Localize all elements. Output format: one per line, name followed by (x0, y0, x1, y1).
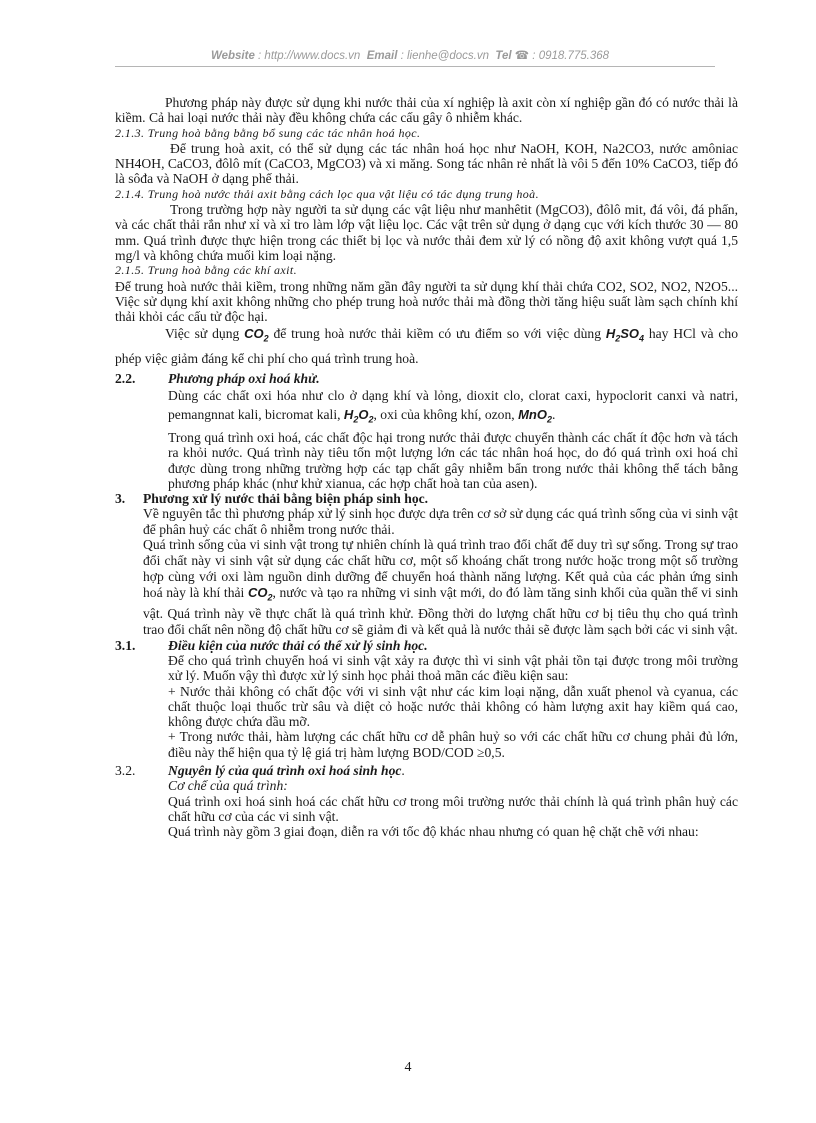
website-label: Website (210, 50, 255, 62)
heading-2-1-3: 2.1.3. Trung hoà bằng bằng bổ sung các tác nhân hoá học. (115, 125, 421, 140)
document-body (115, 95, 738, 839)
section-3 (115, 491, 738, 637)
email-label: Email (366, 50, 398, 62)
heading-2-1-5: 2.1.5. Trung hoà bằng các khí axit. (115, 263, 297, 278)
section-3-number: 3. (115, 491, 126, 507)
h2so4-formula: $H_2SO_4$ (605, 326, 645, 345)
section-3-2-title: Nguyên lý của quá trình oxi hoá sinh học. (168, 762, 405, 778)
paragraph-2-1-5: Để trung hoà nước thải kiềm, trong những năm gần đây người ta sử dụng khí thải chứa CO2, SO2, NO2, N2O5... Việc sử dụng khí axit không những cho phép trung hoà nước thải mà đồng thời tăng hiệu suất làm sạch chính khí thải khỏi các cấu tử độc hại. (115, 278, 738, 325)
section-3-1-para1: Để cho quá trình chuyển hoá vi sinh vật xảy ra được thì vi sinh vật phải tồn tại được trong môi trường xử lý. Muốn vậy thì được xử lý sinh học phải thoả mãn các điều kiện sau: (168, 652, 738, 684)
section-3-1-para2: + Nước thải không có chất độc với vi sinh vật như các kim loại nặng, dẫn xuất phenol và cyanua, các chất thuộc loại thuốc trừ sâu và diệt cỏ hoặc nước thải không có hàm lượng axit hay kiềm quá cao, không được chứa dầu mỡ. (168, 683, 738, 730)
co2-text-c: hay HCl và cho phép việc giảm đáng kể chi phí cho quá trình trung hoà. (115, 326, 738, 367)
page-header (110, 48, 710, 62)
h2o2-formula: $H_2O_2$ (343, 407, 374, 425)
heading-2-1-4: 2.1.4. Trung hoà nước thải axit bằng cách lọc qua vật liệu có tác dụng trung hoà. (115, 186, 539, 201)
co2-formula: $CO_2$ (244, 326, 269, 345)
paragraph-2-1-3: Để trung hoà axit, có thể sử dụng các tác nhân hoá học như NaOH, KOH, Na2CO3, nước amôniac NH4OH, CaCO3, đôlô mít (CaCO3, MgCO3) và xi măng. Song tác nhân rẻ nhất là vôi 5 đến 10% CaCO3, tiếp đó là sôđa và NaOH ở dạng phế thải. (115, 140, 738, 187)
section-3-2-para1: Quá trình oxi hoá sinh hoá các chất hữu cơ trong môi trường nước thải chính là quá trình phân huỷ các chất hữu cơ của các vi sinh vật. (168, 793, 738, 824)
section-3-para1: Về nguyên tắc thì phương pháp xử lý sinh học được dựa trên cơ sở sử dụng các quá trình sống của vi sinh vật để phân huỷ các chất ô nhiễm trong nước thải. (143, 506, 738, 537)
section-2-2-para1: Dùng các chất oxi hóa như clo ở dạng khí và lỏng, dioxit clo, clorat caxi, hypoclorit canxi và natri, pemangnnat kali, bicromat kali, $H_2O_2$, oxi của không khí, ozon, MnO$_2$. (168, 388, 738, 425)
section-3-2 (115, 763, 738, 839)
email-address: : lienhe@docs.vn (400, 50, 489, 62)
section-3-2-para2: Quá trình này gồm 3 giai đoạn, diễn ra với tốc độ khác nhau nhưng có quan hệ chặt chẽ với nhau: (168, 824, 699, 840)
mno2-formula: MnO$_2$ (518, 407, 552, 425)
section-3-1 (115, 638, 738, 760)
section-3-para2: Quá trình sống của vi sinh vật trong tự nhiên chính là quá trình trao đổi chất để duy trì sự sống. Trong sự trao đổi chất này vi sinh vật sử dụng các chất hữu cơ, một số khoáng chất trong nước hoặc trong một số trường hợp cùng với oxi làm nguồn dinh dưỡng để chuyển hoá thành năng lượng. Kết quả của các phản ứng sinh hoá này là khí thải $CO_2$, nước và tạo ra những vi sinh vật mới, do đó làm tăng sinh khối của quần thể vi sinh vật. Quá trình này về thực chất là quá trình khử. Đồng thời do lượng chất hữu cơ bị tiêu thụ cho quá trình trao đổi chất nên nồng độ chất hữu cơ sẽ giảm đi và kết quả là nước thải sẽ được làm sạch bởi các vi sinh vật. (143, 537, 738, 637)
section-2-2 (115, 371, 738, 491)
section-3-1-number: 3.1. (115, 637, 136, 653)
paragraph-2-1-4: Trong trường hợp này người ta sử dụng các vật liệu như manhêtit (MgCO3), đôlô mit, đá vôi, đá phấn, và các chất thải rắn như xỉ và xỉ tro làm lớp vật liệu lọc. Các vật trên sử dụng ở dạng cục với kích thước 30 — 80 mm. Quá trình được thực hiện trong các thiết bị lọc và nước thải đem xử lý có nồng độ axit không vượt quá 1,5 mg/l và không chứa muối kim loại nặng. (115, 202, 738, 263)
section-2-2-number: 2.2. (115, 371, 136, 387)
section-3-2-number: 3.2. (115, 762, 136, 778)
co2-formula-2: $CO_2$ (247, 585, 273, 603)
section-2-2-para2: Trong quá trình oxi hoá, các chất độc hại trong nước thải được chuyển thành các chất ít độc hơn và tách ra khỏi nước. Quá trình này tiêu tốn một lượng lớn các tác nhân hoá học, do đó quá trình oxi hoá chỉ được dùng trong những trường hợp các tạp chất gây nhiễm bẩn trong nước thải không thể tách bằng phương pháp khác (như khử xianua, các hợp chất hoà tan của asen). (168, 429, 738, 491)
co2-text-a: Việc sử dụng (165, 326, 240, 342)
paragraph-intro: Phương pháp này được sử dụng khi nước thải của xí nghiệp là axit còn xí nghiệp gần đó có nước thải là kiềm. Cả hai loại nước thải này đều không chứa các cấu gây ô nhiễm khác. (115, 95, 738, 126)
paragraph-co2 (115, 324, 738, 368)
co2-text-b: để trung hoà nước thải kiềm có ưu điểm so với việc dùng (273, 326, 601, 342)
tel-label: Tel (495, 50, 512, 62)
section-3-1-title: Điều kiện của nước thải có thể xử lý sinh học. (168, 637, 428, 653)
website-url: : http://www.docs.vn (258, 50, 361, 62)
page-number: 4 (404, 1060, 412, 1075)
section-3-2-subheading: Cơ chế của quá trình: (168, 778, 288, 794)
section-3-title: Phương xử lý nước thải bằng biện pháp sinh học. (143, 491, 429, 507)
section-2-2-title: Phương pháp oxi hoá khử. (168, 371, 320, 387)
tel-number: ☎ : 0918.775.368 (514, 50, 610, 62)
section-3-1-para3: + Trong nước thải, hàm lượng các chất hữu cơ dễ phân huỷ so với các chất hữu cơ chung phải đủ lớn, điều này thể hiện qua tỷ lệ giá trị hàm lượng BOD/COD ≥0,5. (168, 729, 738, 760)
header-divider (115, 66, 715, 67)
